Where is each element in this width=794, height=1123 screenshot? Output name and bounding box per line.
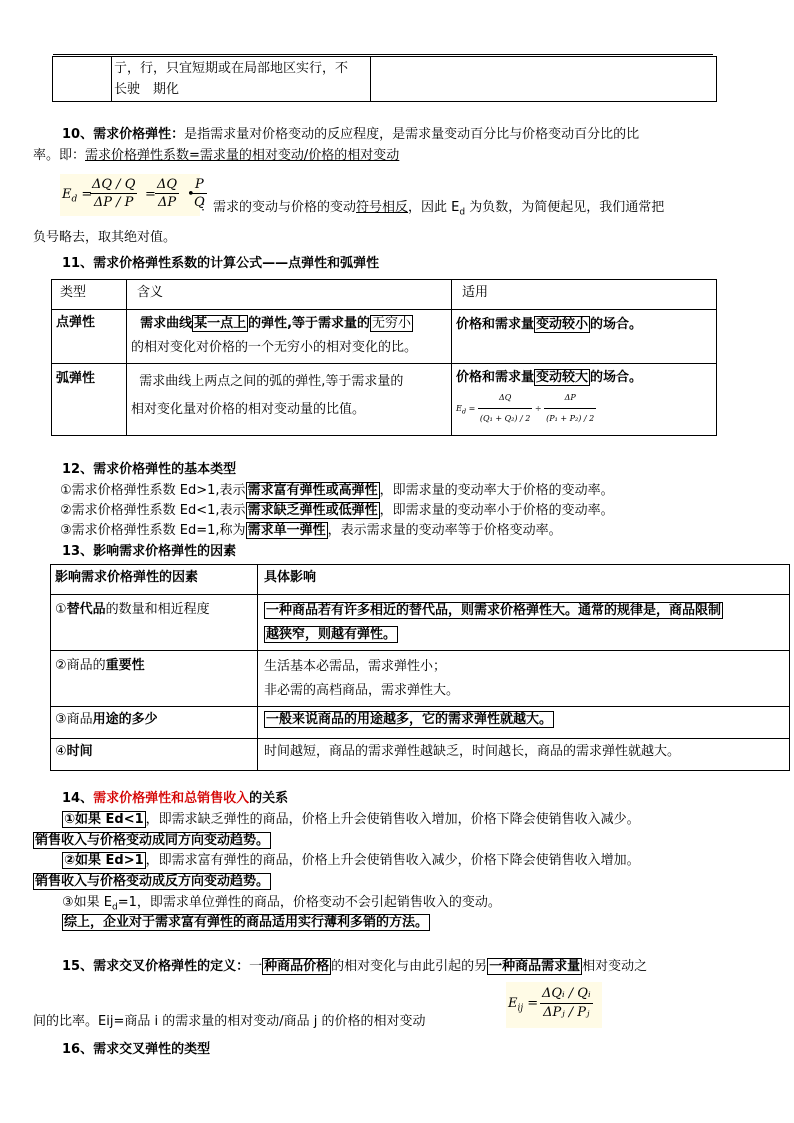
- s13-r3-effect: 一般来说商品的用途越多，它的需求弹性就越大。: [258, 707, 790, 739]
- s13-r4-factor: ④时间: [51, 739, 258, 771]
- top-table-cell-empty: [53, 57, 112, 102]
- s12-heading: 12、需求价格弹性的基本类型: [62, 462, 237, 477]
- s13-r2-effect: 生活基本必需品，需求弹性小； 非必需的高档商品，需求弹性大。: [258, 651, 790, 707]
- s11-header-type: 类型: [52, 280, 127, 310]
- s14-line5: ③如果 $E_d=1$，即需求单位弹性的商品，价格变动不会引起销售收入的变动。: [62, 895, 501, 913]
- s13-heading: 13、影响需求价格弹性的因素: [62, 544, 237, 559]
- s11-arc-meaning: 需求曲线上两点之间的弧的弹性,等于需求量的 相对变化量对价格的相对变动量的比值。: [127, 364, 452, 436]
- s15-line2: 间的比率。Eij=商品 i 的需求量的相对变动/商品 j 的价格的相对变动: [33, 1014, 426, 1029]
- s10-line4: 负号略去，取其绝对值。: [33, 230, 177, 245]
- s11-point-type: 点弹性: [52, 310, 127, 364]
- s10-heading: 10、需求价格弹性：: [62, 127, 185, 142]
- s13-r1-effect: 一种商品若有许多相近的替代品，则需求价格弹性大。通常的规律是，商品限制 越狭窄，则越有弹性。: [258, 595, 790, 651]
- s13-r2-factor: ②商品的重要性: [51, 651, 258, 707]
- s13-table: [50, 564, 790, 771]
- top-table-cell-text: 亍，行，只宜短期或在局部地区实行，不 长驶 期化: [112, 57, 371, 102]
- s10-elasticity-formula: $E_d$ = $\frac{\Delta Q / Q}{\Delta P / P}$ = $\frac{\Delta Q}{\Delta P}$ • $\frac{P}{Q}$: [60, 174, 200, 216]
- s11-table: [51, 279, 717, 436]
- top-rule: [53, 54, 713, 55]
- s14-line1: ①如果 Ed<1 ，即需求缺乏弹性的商品，价格上升会使销售收入增加，价格下降会使销售收入减少。: [64, 812, 640, 827]
- s11-heading: 11、需求价格弹性系数的计算公式——点弹性和弧弹性: [62, 256, 380, 271]
- s11-point-meaning: 需求曲线 某一点上 的弹性,等于需求量的 无穷小 的相对变化对价格的一个无穷小的相对变化的比。: [127, 310, 452, 364]
- s11-point-usage: 价格和需求量 变动较小 的场合。: [452, 310, 717, 364]
- s15-line1: 15、需求交叉价格弹性的定义：一 种商品价格 的相对变化与由此引起的另 一种商品需求量 相对变动之: [62, 959, 648, 974]
- s12-line3: ③需求价格弹性系数 Ed=1,称为 需求单一弹性 ，表示需求量的变动率等于价格变动率。: [60, 523, 562, 538]
- s11-arc-type: 弧弹性: [52, 364, 127, 436]
- s11-header-usage: 适用: [452, 280, 717, 310]
- s13-r4-effect: 时间越短，商品的需求弹性越缺乏，时间越长，商品的需求弹性就越大。: [258, 739, 790, 771]
- s12-line1: ①需求价格弹性系数 Ed>1,表示 需求富有弹性或高弹性 ，即需求量的变动率大于价格的变动率。: [60, 483, 614, 498]
- s13-header-factor: 影响需求价格弹性的因素: [51, 565, 258, 595]
- s14-heading: 14、需求价格弹性和总销售收入的关系: [62, 791, 289, 806]
- s10-line3: ：需求的变动与价格的变动符号相反，因此 $E_d$ 为负数，为简便起见，我们通常把: [200, 200, 665, 218]
- s13-r1-factor: ①替代品的数量和相近程度: [51, 595, 258, 651]
- s14-line4: 销售收入与价格变动成反方向变动趋势。: [35, 874, 270, 889]
- s14-line3: ②如果 Ed>1 ，即需求富有弹性的商品，价格上升会使销售收入减少，价格下降会使销售收入增加。: [64, 853, 640, 868]
- s13-r3-factor: ③商品用途的多少: [51, 707, 258, 739]
- s10-definition-underlined: 需求价格弹性系数=需求量的相对变动/价格的相对变动: [85, 148, 400, 163]
- s11-arc-usage: 价格和需求量 变动较大 的场合。 $E_d$ = $\frac{\Delta Q}{\text{(Q₁ + Q₂) / 2}}$ ÷ $\frac{\Delta P}{\text{(P₁ + P₂) / 2}}$: [452, 364, 717, 436]
- s14-line2: 销售收入与价格变动成同方向变动趋势。: [35, 833, 270, 848]
- s13-header-effect: 具体影响: [258, 565, 790, 595]
- s10-line1: 10、需求价格弹性：是指需求量对价格变动的反应程度，是需求量变动百分比与价格变动百分比的比: [62, 127, 640, 142]
- s14-line6: 综上，企业对于需求富有弹性的商品适用实行薄利多销的方法。: [64, 915, 429, 930]
- s15-cross-elasticity-formula: $E_{ij}$ = ΔQᵢ / Qᵢ ΔPⱼ / Pⱼ: [506, 982, 602, 1028]
- top-table-cell-empty-right: [371, 57, 717, 102]
- s16-heading: 16、需求交叉弹性的类型: [62, 1042, 211, 1057]
- s10-line2: 率。即：需求价格弹性系数=需求量的相对变动/价格的相对变动: [33, 148, 400, 163]
- s11-header-meaning: 含义: [127, 280, 452, 310]
- s11-arc-formula: $E_d$ = $\frac{\Delta Q}{\text{(Q₁ + Q₂) / 2}}$ ÷ $\frac{\Delta P}{\text{(P₁ + P₂) / 2}}$: [456, 404, 596, 413]
- top-table: [52, 56, 717, 102]
- s12-line2: ②需求价格弹性系数 Ed<1,表示 需求缺乏弹性或低弹性 ，即需求量的变动率小于价格的变动率。: [60, 503, 614, 518]
